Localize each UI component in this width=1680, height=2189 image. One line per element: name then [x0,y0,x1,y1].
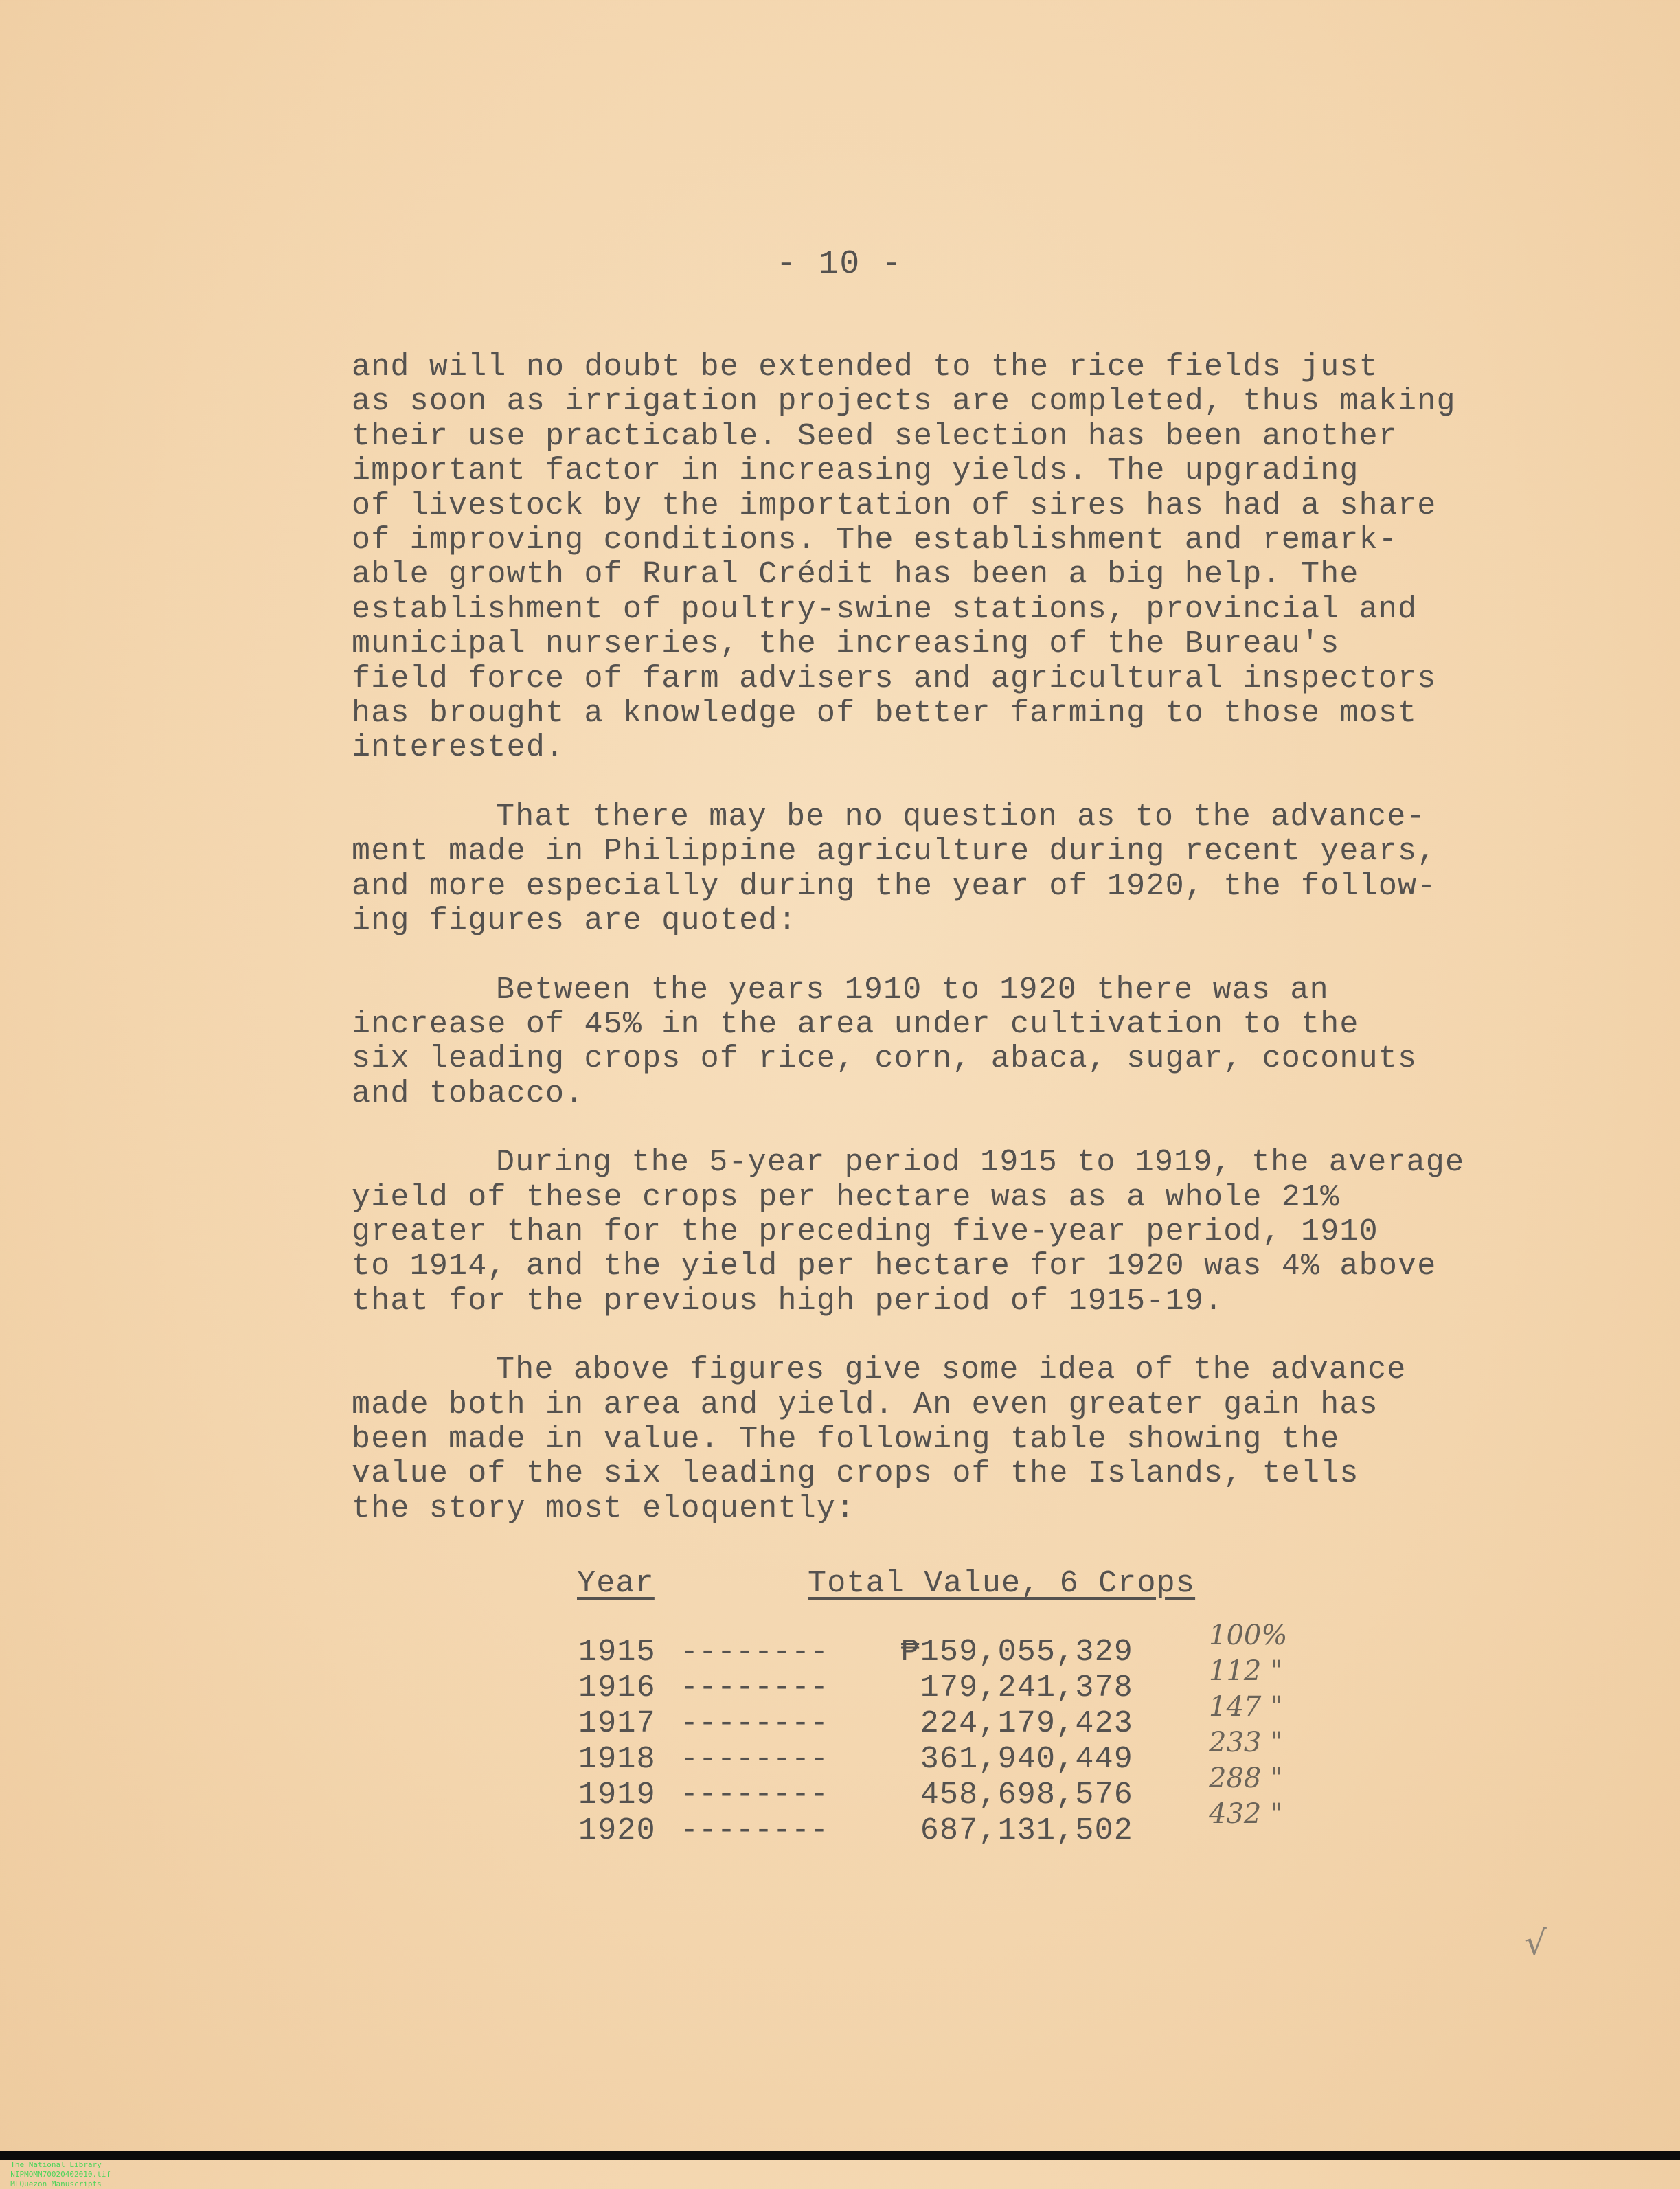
check-mark: √ [1525,1923,1547,1963]
row-value: 179,241,378 [920,1670,1133,1705]
row-note: 112 " [1209,1655,1283,1687]
row-dash: -------- [680,1778,829,1813]
row-dash: -------- [680,1670,829,1705]
row-note: 432 " [1209,1798,1283,1830]
header-total-value: Total Value, 6 Crops [808,1566,1196,1601]
paragraph-4: During the 5-year period 1915 to 1919, the average yield of these crops per hectare was as a whole 21% greater than for the preceding five-year period, 1910 to 1914, and the yield per hectare for 1920 was 4% above that for the previous high period of 1915-19. [352,1145,1465,1319]
row-year: 1919 [578,1778,656,1813]
paragraph-3: Between the years 1910 to 1920 there was an increase of 45% in the area under cultivation to the six leading crops of rice, corn, abaca, sugar, coconuts and tobacco. [352,972,1418,1111]
footer-collection: MLQuezon Manuscripts [10,2179,102,2188]
row-value: 361,940,449 [920,1742,1133,1777]
row-note: 147 " [1209,1691,1283,1723]
paragraph-1: and will no doubt be extended to the rice fields just as soon as irrigation projects are completed, thus making their use practicable. Seed selection has been another important factor in increasing yields. The upgrading of livestock by the importation of sires has had a share of improving conditions. The establishment and remark- able growth of Rural Crédit has been a big help. The establishment of poultry-swine stations, provincial and municipal nurseries, the increasing of the Bureau's field force of farm advisers and agricultural inspectors has brought a knowledge of better farming to those most interested. [352,350,1456,766]
row-dash: -------- [680,1742,829,1777]
row-year: 1918 [578,1742,656,1777]
row-dash: -------- [680,1813,829,1848]
row-year: 1917 [578,1706,656,1741]
row-year: 1916 [578,1670,656,1705]
row-year: 1915 [578,1635,656,1670]
row-value: 458,698,576 [920,1778,1133,1813]
row-dash: -------- [680,1706,829,1741]
header-year: Year [577,1566,655,1601]
row-value: 687,131,502 [920,1813,1133,1848]
row-year: 1920 [578,1813,656,1848]
paragraph-2: That there may be no question as to the advance- ment made in Philippine agriculture during recent years, and more especially during the year of 1920, the follow- ing figures are quoted: [352,799,1437,939]
row-value: 224,179,423 [920,1706,1133,1741]
paragraph-5: The above figures give some idea of the advance made both in area and yield. An even greater gain has been made in value. The following table showing the value of the six leading crops of the Islands, tells the story most eloquently: [352,1352,1407,1526]
footer-bar [0,2151,1680,2160]
page-number: - 10 - [776,246,903,283]
footer-file: NIPMQMN70020402010.tif [10,2170,111,2179]
row-note: 233 " [1209,1727,1283,1758]
row-value: ₱159,055,329 [900,1635,1133,1670]
row-dash: -------- [680,1635,829,1670]
footer-library: The National Library [10,2160,102,2169]
footer-caption [0,2151,138,2188]
body-text [352,350,1540,1561]
row-note: 100% [1209,1620,1288,1651]
row-note: 288 " [1209,1762,1283,1794]
